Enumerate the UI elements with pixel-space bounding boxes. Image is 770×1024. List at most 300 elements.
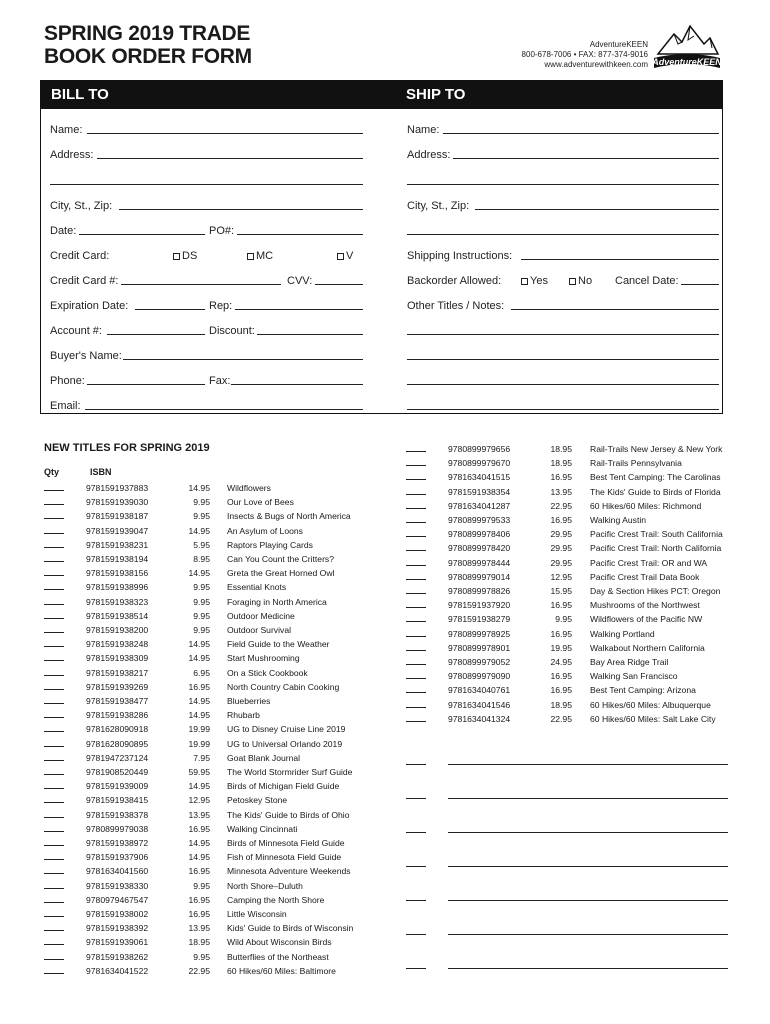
isbn-value: 9781591938323 [86,596,149,607]
isbn-value: 9780979467547 [86,894,149,905]
isbn-value: 9780899978826 [448,586,511,596]
ship-city-field[interactable] [475,209,719,210]
isbn-value: 9780899979533 [448,515,511,525]
book-title: Best Tent Camping: Arizona [590,685,696,696]
isbn-value: 9780899978901 [448,642,511,653]
account-field[interactable] [107,334,205,335]
qty-field[interactable] [44,689,64,690]
price-value: 22.95 [550,500,572,511]
expiration-field[interactable] [135,309,205,310]
bill-name-label: Name: [50,124,83,136]
rep-label: Rep: [209,300,233,312]
price-value: 9.95 [193,497,210,508]
book-title: Walking Austin [590,515,647,525]
price-value: 8.95 [193,554,210,564]
isbn-value: 9781591938156 [86,568,149,579]
qty-field[interactable] [406,465,426,466]
write-in-title-field[interactable] [448,866,728,867]
isbn-value: 9781634041546 [448,699,511,710]
price-value: 14.95 [188,525,210,536]
qty-field[interactable] [44,675,64,676]
price-value: 18.95 [550,444,572,454]
qty-field[interactable] [44,632,64,633]
email-label: Email: [50,400,81,412]
company-name: AdventureKEEN [589,40,648,49]
qty-field[interactable] [406,664,426,665]
price-value: 12.95 [550,571,572,582]
isbn-value: 9780899979014 [448,571,511,582]
write-in-title-field[interactable] [448,764,728,765]
qty-field[interactable] [44,831,64,832]
price-value: 14.95 [188,710,210,721]
qty-field[interactable] [44,746,64,747]
write-in-title-field[interactable] [448,798,728,799]
buyer-name-label: Buyer's Name: [50,350,122,362]
discount-field[interactable] [257,334,363,335]
backorder-no-checkbox[interactable] [569,275,592,287]
qty-field[interactable] [406,621,426,622]
write-in-qty-field[interactable] [406,866,426,867]
isbn-value: 9781591939061 [86,937,149,948]
qty-field[interactable] [406,536,426,537]
book-title: Walking Cincinnati [227,823,298,834]
book-title: Walking Portland [590,628,655,639]
qty-field[interactable] [406,678,426,679]
qty-field[interactable] [44,518,64,519]
qty-field[interactable] [44,973,64,974]
qty-field[interactable] [44,575,64,576]
isbn-value: 9780899978925 [448,628,511,639]
book-title: Foraging in North America [227,596,327,607]
bill-to-heading: BILL TO [51,86,109,103]
qty-field[interactable] [44,888,64,889]
isbn-value: 9781591938262 [86,951,149,962]
price-value: 6.95 [193,667,210,678]
book-title: Start Mushrooming [227,653,300,664]
price-value: 9.95 [193,582,210,593]
price-value: 7.95 [193,752,210,763]
qty-field[interactable] [406,636,426,637]
isbn-value: 9781591939269 [86,681,149,692]
book-title: Pacific Crest Trail: North California [590,543,722,554]
qty-field[interactable] [406,550,426,551]
price-value: 9.95 [193,610,210,621]
price-value: 13.95 [550,486,572,497]
ship-to-heading: SHIP TO [406,86,466,103]
price-value: 16.95 [550,472,572,483]
book-title: Day & Section Hikes PCT: Oregon [590,586,721,596]
price-value: 16.95 [188,681,210,692]
ship-address-label: Address: [407,149,451,161]
book-title: UG to Disney Cruise Line 2019 [227,724,346,735]
book-title: Field Guide to the Weather [227,639,330,650]
qty-field[interactable] [44,547,64,548]
isbn-value: 9781947237124 [86,752,149,763]
isbn-value: 9781591938309 [86,653,149,664]
qty-field[interactable] [44,646,64,647]
price-value: 15.95 [550,586,572,596]
price-value: 22.95 [550,713,572,724]
isbn-value: 9781634041287 [448,500,511,511]
price-value: 29.95 [550,543,572,554]
qty-field[interactable] [44,944,64,945]
book-title: Kids' Guide to Birds of Wisconsin [227,923,354,934]
qty-field[interactable] [44,490,64,491]
book-title: Rail-Trails Pennsylvania [590,458,682,469]
qty-field[interactable] [406,692,426,693]
write-in-title-field[interactable] [448,832,728,833]
book-title: Birds of Minnesota Field Guide [227,838,345,848]
qty-field[interactable] [406,721,426,722]
isbn-value: 9780899979090 [448,671,511,682]
po-field[interactable] [237,234,363,235]
isbn-value: 9781591938231 [86,539,149,550]
title-line-2: BOOK ORDER FORM [44,45,252,68]
book-title: Little Wisconsin [227,909,287,919]
qty-field[interactable] [44,604,64,605]
notes-line-1[interactable] [407,334,719,335]
book-title: Raptors Playing Cards [227,539,313,550]
mc-label: MC [256,250,274,262]
phone-field[interactable] [87,384,205,385]
isbn-value: 9781591938248 [86,639,149,650]
isbn-column-header: ISBN [90,467,112,477]
write-in-qty-field[interactable] [406,764,426,765]
book-title: Rail-Trails New Jersey & New York [590,444,723,454]
new-titles-heading: NEW TITLES FOR SPRING 2019 [44,442,210,454]
discount-label: Discount: [209,325,255,337]
price-value: 16.95 [550,515,572,525]
price-value: 59.95 [188,767,210,777]
qty-field[interactable] [406,479,426,480]
isbn-value: 9781591938286 [86,710,149,721]
isbn-value: 9781591938187 [86,511,149,522]
isbn-value: 9781628090918 [86,724,149,735]
qty-field[interactable] [44,589,64,590]
qty-field[interactable] [44,533,64,534]
qty-field[interactable] [44,859,64,860]
price-value: 14.95 [188,653,210,664]
notes-line-2[interactable] [407,359,719,360]
book-title: The Kids' Guide to Birds of Florida [590,486,721,497]
qty-field[interactable] [406,565,426,566]
card-number-label: Credit Card #: [50,275,119,287]
isbn-value: 9781591937883 [86,483,149,493]
isbn-value: 9781591937920 [448,600,511,611]
book-title: The World Stormrider Surf Guide [227,767,353,777]
ds-checkbox-box[interactable] [173,253,180,260]
isbn-value: 9781591939047 [86,525,149,536]
qty-field[interactable] [406,607,426,608]
mountain-logo-icon [652,22,722,74]
price-value: 24.95 [550,657,572,667]
qty-field[interactable] [406,593,426,594]
qty-field[interactable] [44,902,64,903]
qty-field[interactable] [44,731,64,732]
book-title: Mushrooms of the Northwest [590,600,700,611]
isbn-value: 9781591938194 [86,554,149,564]
qty-field[interactable] [44,703,64,704]
qty-field[interactable] [44,760,64,761]
isbn-value: 9781591939030 [86,497,149,508]
email-field[interactable] [85,409,363,410]
book-title: Can You Count the Critters? [227,554,335,564]
section-header-bar [41,81,722,109]
isbn-value: 9781634040761 [448,685,511,696]
book-title: Essential Knots [227,582,287,593]
isbn-value: 9781908520449 [86,767,149,777]
book-title: Pacific Crest Trail Data Book [590,571,700,582]
book-title: Our Love of Bees [227,497,294,508]
ship-name-label: Name: [407,124,440,136]
price-value: 13.95 [188,923,210,934]
book-title: 60 Hikes/60 Miles: Salt Lake City [590,713,716,724]
qty-field[interactable] [44,504,64,505]
cancel-date-field[interactable] [681,284,719,285]
notes-line-4[interactable] [407,409,719,410]
bill-name-field[interactable] [87,133,363,134]
ship-name-field[interactable] [443,133,719,134]
isbn-value: 9780899978420 [448,543,511,554]
book-title: Butterflies of the Northeast [227,951,329,962]
bill-city-field[interactable] [119,209,363,210]
qty-field[interactable] [406,707,426,708]
qty-field[interactable] [44,788,64,789]
price-value: 16.95 [550,671,572,682]
isbn-value: 9781591938279 [448,614,511,625]
mc-checkbox[interactable] [247,250,273,262]
rep-field[interactable] [235,309,363,310]
no-checkbox-box[interactable] [569,278,576,285]
price-value: 9.95 [193,625,210,635]
fax-field[interactable] [231,384,363,385]
book-title: North Shore–Duluth [227,880,303,891]
isbn-value: 9781591938972 [86,838,149,848]
isbn-value: 9780899979656 [448,444,511,454]
price-value: 16.95 [188,866,210,877]
book-title: Wild About Wisconsin Birds [227,937,332,948]
book-title: Birds of Michigan Field Guide [227,781,340,792]
isbn-value: 9781591938378 [86,809,149,820]
qty-field[interactable] [44,817,64,818]
price-value: 14.95 [188,781,210,792]
book-title: 60 Hikes/60 Miles: Baltimore [227,965,336,976]
company-website[interactable]: www.adventurewithkeen.com [544,60,648,69]
isbn-value: 9781634041515 [448,472,511,483]
price-value: 12.95 [188,795,210,806]
write-in-qty-field[interactable] [406,968,426,969]
price-value: 14.95 [188,483,210,493]
book-title: 60 Hikes/60 Miles: Albuquerque [590,699,711,710]
qty-field[interactable] [44,774,64,775]
isbn-value: 9780899979038 [86,823,149,834]
shipping-instructions-label: Shipping Instructions: [407,250,513,262]
price-value: 19.99 [188,738,210,749]
po-label: PO#: [209,225,235,237]
other-titles-field[interactable] [511,309,719,310]
isbn-value: 9781591937906 [86,852,149,863]
bill-address-field-2[interactable] [50,184,363,185]
backorder-yes-checkbox[interactable] [521,275,548,287]
book-title: Fish of Minnesota Field Guide [227,852,342,863]
logo-wordmark: AdventureKEEN [652,57,722,67]
qty-column-header: Qty [44,467,60,477]
isbn-value: 9780899978444 [448,557,511,568]
qty-field[interactable] [44,660,64,661]
price-value: 9.95 [193,880,210,891]
v-checkbox[interactable] [337,250,353,262]
ship-address-field[interactable] [453,158,719,159]
qty-field[interactable] [44,717,64,718]
price-value: 14.95 [188,568,210,579]
book-title: Goat Blank Journal [227,752,301,763]
price-value: 13.95 [188,809,210,820]
write-in-title-field[interactable] [448,934,728,935]
mc-checkbox-box[interactable] [247,253,254,260]
price-value: 16.95 [188,894,210,905]
book-title: Outdoor Medicine [227,610,295,621]
book-title: North Country Cabin Cooking [227,681,340,692]
card-number-field[interactable] [121,284,281,285]
book-title: An Asylum of Loons [227,525,303,536]
price-value: 18.95 [550,699,572,710]
write-in-qty-field[interactable] [406,900,426,901]
price-value: 14.95 [188,639,210,650]
price-value: 16.95 [188,909,210,919]
write-in-qty-field[interactable] [406,832,426,833]
adventurekeen-logo [652,22,722,74]
qty-field[interactable] [406,579,426,580]
bill-date-field[interactable] [79,234,205,235]
isbn-value: 9781634041560 [86,866,149,877]
book-title: 60 Hikes/60 Miles: Richmond [590,500,702,511]
cvv-label: CVV: [287,275,313,287]
price-value: 19.99 [188,724,210,735]
price-value: 14.95 [188,852,210,863]
qty-field[interactable] [406,508,426,509]
backorder-label: Backorder Allowed: [407,275,502,287]
book-title: The Kids' Guide to Birds of Ohio [227,809,350,820]
no-label: No [578,275,593,287]
qty-field[interactable] [44,618,64,619]
qty-field[interactable] [406,494,426,495]
bill-address-field[interactable] [97,158,363,159]
isbn-value: 9781591938200 [86,625,149,635]
book-title: Blueberries [227,696,271,706]
company-info [470,40,648,70]
yes-label: Yes [530,275,548,287]
isbn-value: 9781591938477 [86,696,149,706]
qty-field[interactable] [44,845,64,846]
isbn-value: 9781591938514 [86,610,149,621]
qty-field[interactable] [44,873,64,874]
price-value: 22.95 [188,965,210,976]
book-title: Rhubarb [227,710,260,721]
book-title: On a Stick Cookbook [227,667,308,678]
book-title: Walkabout Northern California [590,642,705,653]
book-title: Minnesota Adventure Weekends [227,866,351,877]
company-phone-fax: 800-678-7006 • FAX: 877-374-9016 [521,50,648,59]
qty-field[interactable] [44,959,64,960]
isbn-value: 9781591938330 [86,880,149,891]
book-title: Outdoor Survival [227,625,292,635]
price-value: 14.95 [188,838,210,848]
billing-shipping-box [40,80,723,414]
book-title: Best Tent Camping: The Carolinas [590,472,721,483]
buyer-name-field[interactable] [123,359,363,360]
isbn-value: 9780899979052 [448,657,511,667]
price-value: 9.95 [193,951,210,962]
isbn-value: 9781591938996 [86,582,149,593]
v-label: V [346,250,354,262]
qty-field[interactable] [44,930,64,931]
qty-field[interactable] [406,522,426,523]
yes-checkbox-box[interactable] [521,278,528,285]
other-titles-label: Other Titles / Notes: [407,300,505,312]
book-title: Walking San Francisco [590,671,678,682]
write-in-title-field[interactable] [448,968,728,969]
price-value: 16.95 [550,685,572,696]
qty-field[interactable] [44,916,64,917]
v-checkbox-box[interactable] [337,253,344,260]
book-title: Wildflowers [227,483,271,493]
book-title: Camping the North Shore [227,894,325,905]
notes-line-3[interactable] [407,384,719,385]
book-title: UG to Universal Orlando 2019 [227,738,343,749]
shipping-instructions-field[interactable] [521,259,719,260]
price-value: 16.95 [550,628,572,639]
write-in-qty-field[interactable] [406,798,426,799]
ship-city-label: City, St., Zip: [407,200,470,212]
qty-field[interactable] [406,451,426,452]
book-title: Bay Area Ridge Trail [590,657,669,667]
bill-city-label: City, St., Zip: [50,200,113,212]
cvv-field[interactable] [315,284,363,285]
phone-label: Phone: [50,375,85,387]
ds-checkbox[interactable] [173,250,197,262]
qty-field[interactable] [44,802,64,803]
isbn-value: 9781634041522 [86,965,149,976]
book-title: Pacific Crest Trail: OR and WA [590,557,708,568]
book-title: Greta the Great Horned Owl [227,568,335,579]
price-value: 5.95 [193,539,210,550]
fax-label: Fax: [209,375,231,387]
book-title: Pacific Crest Trail: South California [590,529,723,540]
isbn-value: 9781591938354 [448,486,511,497]
qty-field[interactable] [44,561,64,562]
price-value: 29.95 [550,557,572,568]
title-line-1: SPRING 2019 TRADE [44,22,251,45]
qty-field[interactable] [406,650,426,651]
account-label: Account #: [50,325,102,337]
ship-extra-line[interactable] [407,234,719,235]
price-value: 9.95 [193,511,210,522]
credit-card-label: Credit Card: [50,250,110,262]
book-title: Petoskey Stone [227,795,288,806]
isbn-value: 9781628090895 [86,738,149,749]
ship-address-field-2[interactable] [407,184,719,185]
isbn-value: 9781591938392 [86,923,149,934]
isbn-value: 9781591939009 [86,781,149,792]
form-title [44,22,252,68]
isbn-value: 9780899979670 [448,458,511,469]
price-value: 9.95 [555,614,572,625]
write-in-qty-field[interactable] [406,934,426,935]
price-value: 18.95 [550,458,572,469]
isbn-value: 9781591938217 [86,667,149,678]
write-in-title-field[interactable] [448,900,728,901]
ds-label: DS [182,250,198,262]
